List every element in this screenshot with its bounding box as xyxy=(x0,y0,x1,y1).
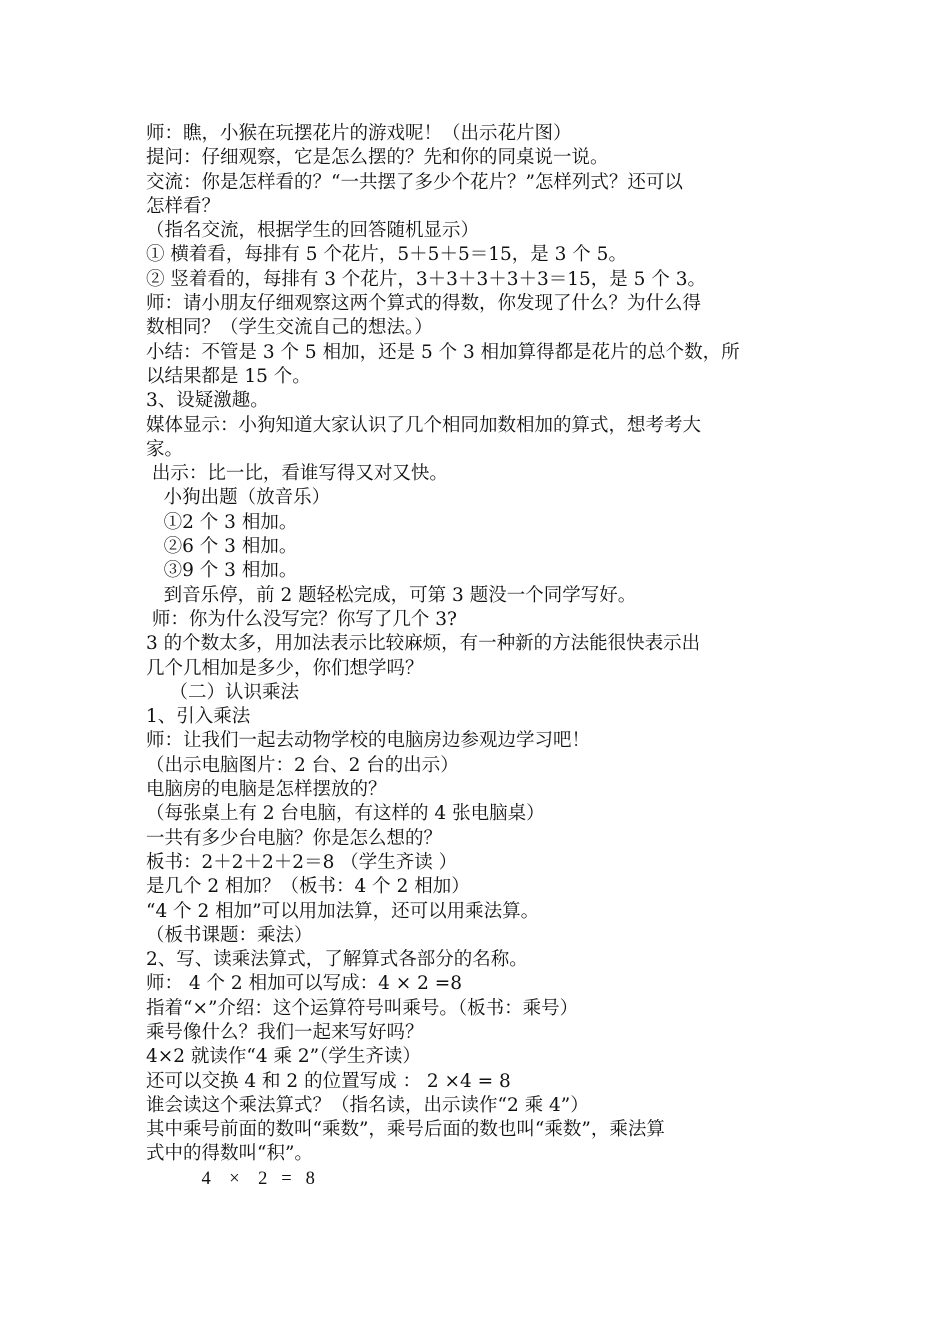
text-line: 出示：比一比，看谁写得又对又快。 xyxy=(146,463,448,485)
text-line: 家。 xyxy=(146,438,184,460)
text-line: “4 个 2 相加”可以用加法算，还可以用乘法算。 xyxy=(146,900,540,922)
text-line: 板书：2＋2＋2＋2＝8 （学生齐读 ） xyxy=(146,851,458,873)
text-line: 是几个 2 相加？（板书：4 个 2 相加） xyxy=(146,876,470,898)
text-line: （指名交流，根据学生的回答随机显示） xyxy=(146,220,480,242)
text-line: 师：瞧，小猴在玩摆花片的游戏呢！（出示花片图） xyxy=(146,123,572,144)
text-line: 师：你为什么没写完？你写了几个 3? xyxy=(146,608,457,630)
text-line: 乘号像什么？我们一起来写好吗？ xyxy=(146,1021,424,1043)
text-line: 小狗出题（放音乐） xyxy=(146,487,331,509)
text-line: 交流：你是怎样看的？“一共摆了多少个花片？”怎样列式？还可以 xyxy=(146,171,683,193)
text-line: 到音乐停，前 2 题轻松完成，可第 3 题没一个同学写好。 xyxy=(146,584,637,606)
text-line: 以结果都是 15 个。 xyxy=(146,365,311,387)
text-line: （每张桌上有 2 台电脑，有这样的 4 张电脑桌） xyxy=(146,803,545,825)
text-line: （板书课题：乘法） xyxy=(146,924,313,946)
text-line: 谁会读这个乘法算式？（指名读，出示读作“2 乘 4”） xyxy=(146,1094,589,1116)
text-line: 4×2 就读作“4 乘 2”（学生齐读） xyxy=(146,1046,421,1068)
text-line: 3、设疑激趣。 xyxy=(146,390,269,412)
text-line: 师：让我们一起去动物学校的电脑房边参观边学习吧！ xyxy=(146,730,591,752)
text-line: 师：请小朋友仔细观察这两个算式的得数，你发现了什么？为什么得 xyxy=(146,293,702,315)
text-line: 1、引入乘法 xyxy=(146,706,251,728)
text-line: 指着“×”介绍：这个运算符号叫乘号。（板书：乘号） xyxy=(146,997,579,1019)
text-line: 数相同？（学生交流自己的想法。） xyxy=(146,317,433,339)
text-line: 电脑房的电脑是怎样摆放的？ xyxy=(146,779,387,801)
text-line: ②6 个 3 相加。 xyxy=(146,536,298,558)
text-line: 2、写、读乘法算式，了解算式各部分的名称。 xyxy=(146,949,528,971)
text-line: ①2 个 3 相加。 xyxy=(146,511,298,533)
text-line: （二）认识乘法 xyxy=(146,681,300,703)
text-line: 一共有多少台电脑？你是怎么想的？ xyxy=(146,827,443,849)
text-line: （出示电脑图片：2 台、2 台的出示） xyxy=(146,754,459,776)
text-line: 式中的得数叫“积”。 xyxy=(146,1143,313,1165)
text-line: 师： 4 个 2 相加可以写成：4 × 2 =8 xyxy=(146,973,463,995)
text-line: ① 横着看，每排有 5 个花片，5＋5＋5＝15，是 3 个 5。 xyxy=(146,244,627,266)
text-line: 小结：不管是 3 个 5 相加，还是 5 个 3 相加算得都是花片的总个数，所 xyxy=(146,341,740,363)
text-line: 媒体显示：小狗知道大家认识了几个相同加数相加的算式，想考考大 xyxy=(146,414,702,436)
text-line: 3 的个数太多，用加法表示比较麻烦，有一种新的方法能很快表示出 xyxy=(146,633,701,655)
text-line: 提问：仔细观察，它是怎么摆的？先和你的同桌说一说。 xyxy=(146,147,609,169)
text-line: 几个几相加是多少，你们想学吗？ xyxy=(146,657,424,679)
document-body xyxy=(146,122,826,1191)
text-line: 怎样看？ xyxy=(146,195,221,217)
multiplication-formula: 4 × 2 = 8 xyxy=(146,1168,315,1189)
text-line: ③9 个 3 相加。 xyxy=(146,560,298,582)
text-line: 还可以交换 4 和 2 的位置写成 ： 2 ×4 = 8 xyxy=(146,1070,511,1092)
text-line: 其中乘号前面的数叫“乘数”，乘号后面的数也叫“乘数”，乘法算 xyxy=(146,1119,665,1141)
text-line: ② 竖着看的，每排有 3 个花片，3＋3＋3＋3＋3＝15，是 5 个 3。 xyxy=(146,268,706,290)
